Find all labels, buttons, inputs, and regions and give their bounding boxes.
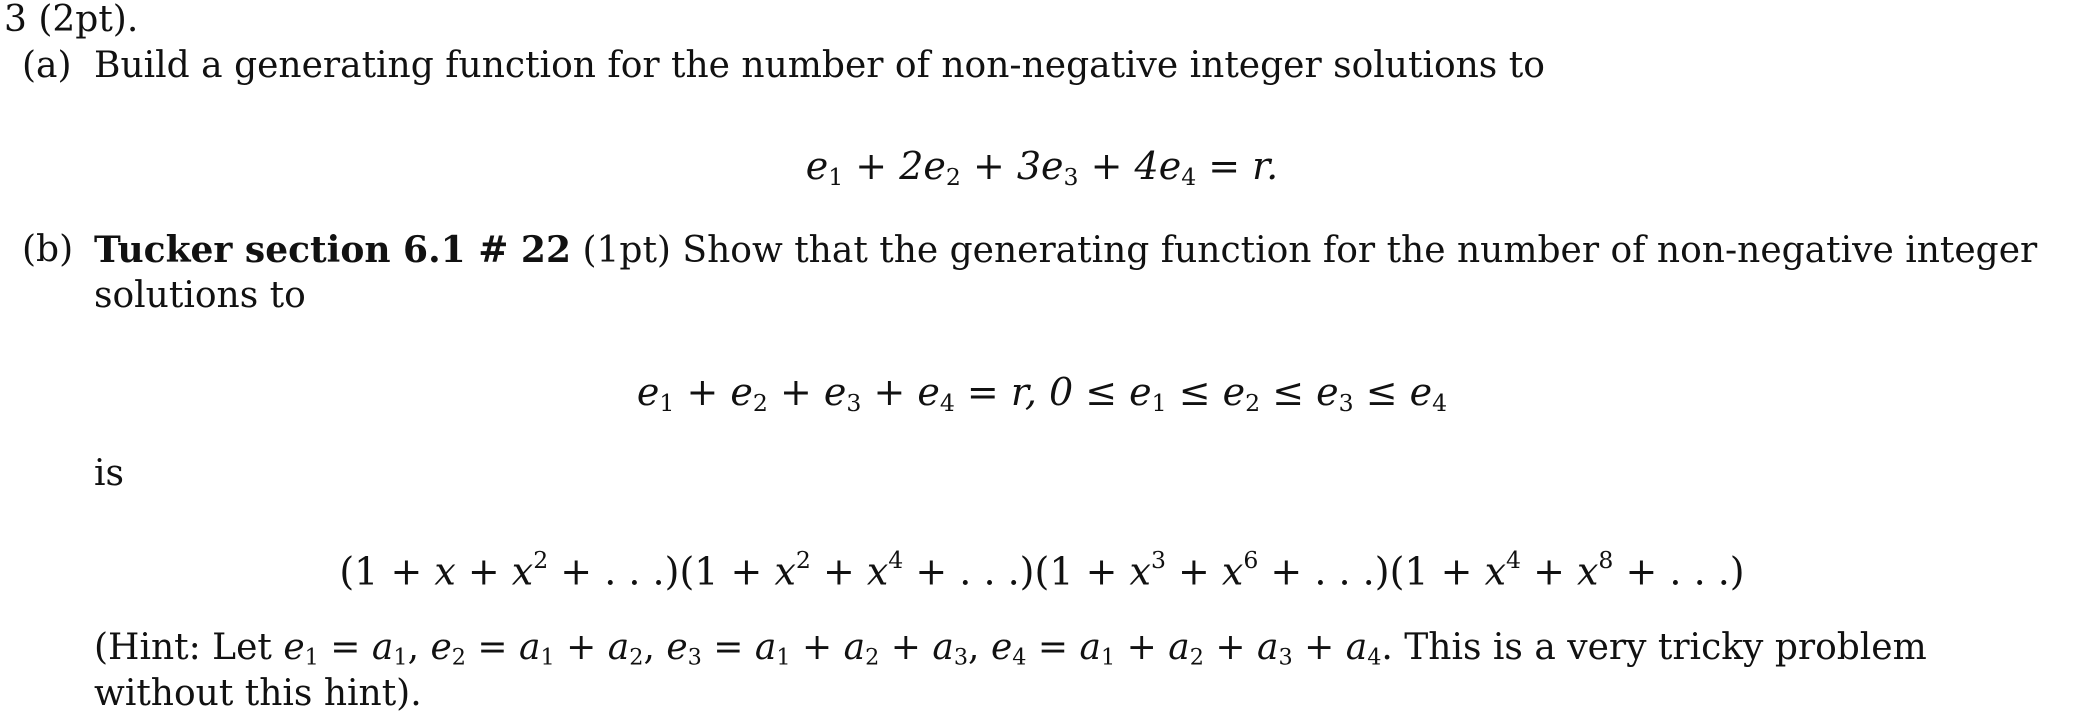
problem-header: 3 (2pt). (4, 0, 139, 40)
part-b-label: (b) (22, 229, 74, 270)
is-label: is (94, 453, 124, 494)
part-a-text: Build a generating function for the number of non-negative integer solutions to (94, 45, 1545, 86)
generating-function: ($1 + x + x^2$ + . . $.)(1 + x^2 + x^4$ + . . $.)(1 + x^3 + x^6$ + . . $.)(1 + x^4 + x^8$ + . . .) (339, 546, 1745, 594)
part-b-text (94, 228, 2037, 273)
hint-line-2: without this hint). (94, 673, 422, 714)
hint-line-1: (Hint: Let $e_1 = a_1$, $e_2 = a_1 + a_2$, $e_3 = a_1 + a_2 + a_3$, $e_4 = a_1 + a_2 + a_3 + a_4$. This is a very tricky problem (94, 627, 1927, 671)
part-a-label: (a) (22, 45, 72, 86)
part-b-text-line2: solutions to (94, 275, 306, 316)
part-b-points: (1pt) (582, 230, 671, 271)
part-b-equation: $e_1 + e_2 + e_3 + e_4 = r$, $0 \le e_1 \le e_2 \le e_3 \le e_4$ (636, 370, 1448, 417)
part-a-equation: $e_1 + 2e_2 + 3e_3 + 4e_4 = r$. (805, 144, 1279, 191)
part-b-text-line1: Show that the generating function for the number of non-negative integer (682, 230, 2038, 271)
part-b-title: Tucker section 6.1 # 22 (94, 229, 571, 271)
